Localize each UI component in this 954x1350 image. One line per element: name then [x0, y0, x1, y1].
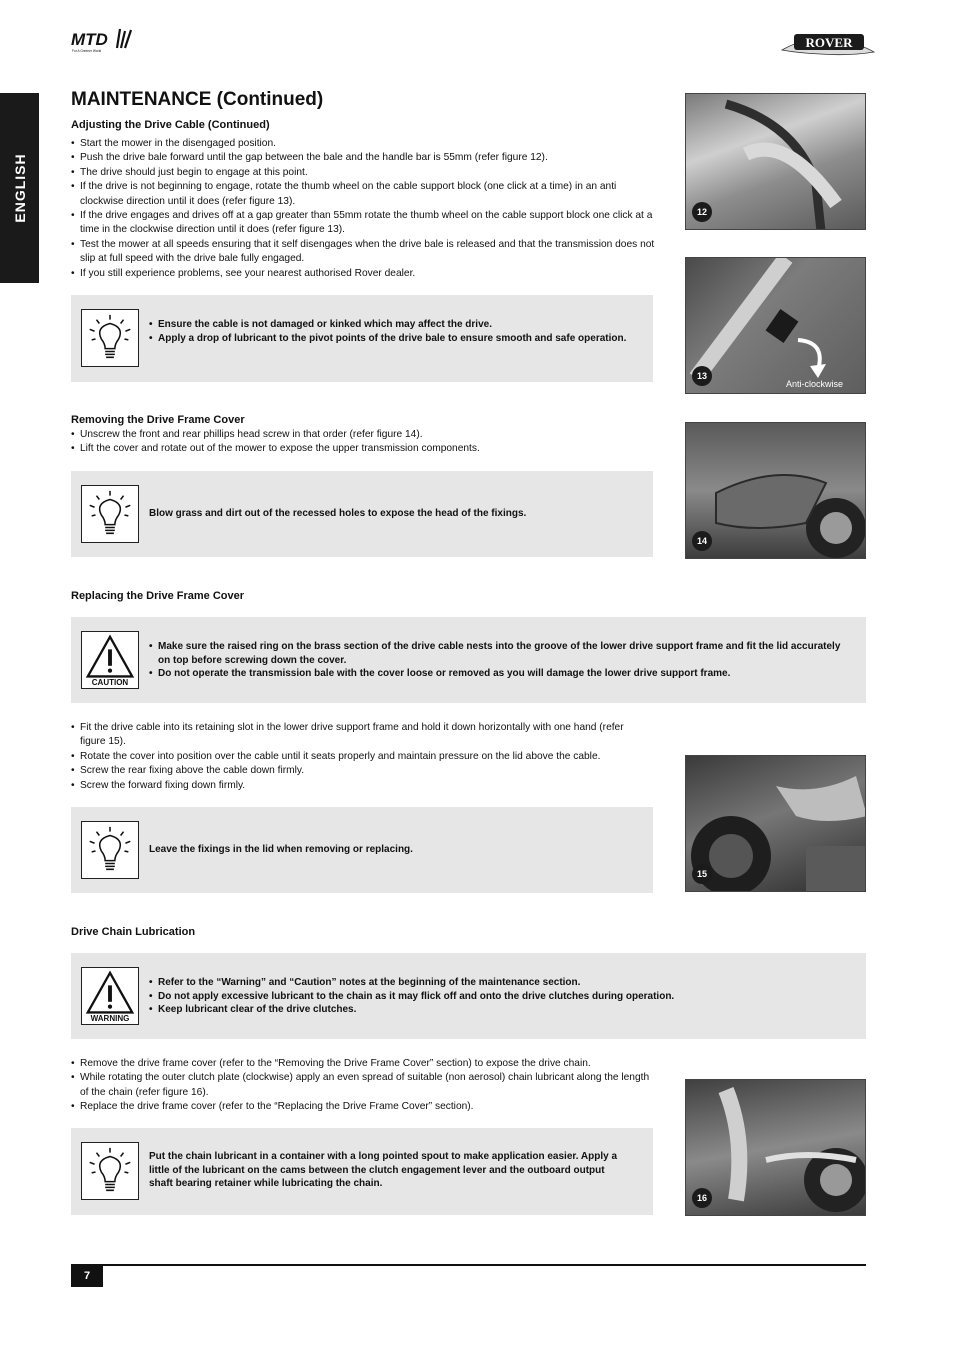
- list-item: • Test the mower at all speeds ensuring that it self disengages when the drive bale is released and that the transmission does not slip at full speed with the drive bale fully engaged.: [71, 238, 661, 267]
- rover-logo-text: ROVER: [805, 35, 853, 50]
- figure-caption: Anti-clockwise: [785, 379, 843, 389]
- chain-steps: [71, 1057, 651, 1115]
- tip-text: Leave the fixings in the lid when removing or replacing.: [149, 844, 413, 855]
- warning-item: • Keep lubricant clear of the drive clutches.: [149, 1003, 849, 1017]
- warning-box: [71, 953, 866, 1039]
- tip-box-replacing: [71, 807, 653, 893]
- list-item: • If the drive engages and drives off at a gap greater than 55mm rotate the thumb wheel on the cable support block one click at a time in the clockwise direction until it does (refer figure 13).: [71, 209, 661, 238]
- figure-number: 13: [692, 366, 712, 386]
- list-item: • Replace the drive frame cover (refer to the “Replacing the Drive Frame Cover” section).: [71, 1100, 651, 1114]
- lightbulb-icon: [81, 821, 139, 879]
- list-item: • Screw the rear fixing above the cable down firmly.: [71, 764, 651, 778]
- caution-box: [71, 617, 866, 703]
- list-item: • If the drive is not beginning to engage, rotate the thumb wheel on the cable support block (one click at a time) in an anti clockwise direction until it does (refer figure 13).: [71, 180, 661, 209]
- figure-12-photo: [685, 93, 866, 230]
- figure-15-photo: [685, 755, 866, 892]
- removing-steps: [71, 428, 661, 457]
- tip-item: • Apply a drop of lubricant to the pivot points of the drive bale to ensure smooth and safe operation.: [149, 332, 639, 346]
- list-item: • Push the drive bale forward until the gap between the bale and the handle bar is 55mm (refer figure 12).: [71, 151, 661, 165]
- warning-item: • Refer to the “Warning” and “Caution” notes at the beginning of the maintenance section.: [149, 976, 849, 990]
- mtd-logo-tagline: For A Greener World: [72, 49, 102, 53]
- language-tab-label: ENGLISH: [11, 153, 28, 223]
- figure-number: 12: [692, 202, 712, 222]
- adjusting-steps: [71, 137, 661, 281]
- caution-icon: [81, 631, 139, 689]
- page-title: MAINTENANCE (Continued): [71, 89, 324, 110]
- list-item: • Unscrew the front and rear phillips head screw in that order (refer figure 14).: [71, 428, 661, 442]
- list-item: • The drive should just begin to engage at this point.: [71, 166, 661, 180]
- list-item: • Fit the drive cable into its retaining slot in the lower drive support frame and hold it down horizontally with one hand (refer figure 15).: [71, 721, 651, 750]
- list-item: • If you still experience problems, see your nearest authorised Rover dealer.: [71, 267, 661, 281]
- warning-label: WARNING: [90, 1014, 130, 1023]
- list-item: • Screw the forward fixing down firmly.: [71, 779, 651, 793]
- caution-item: • Make sure the raised ring on the brass section of the drive cable nests into the groove of the lower drive support frame and fit the lid accurately on top before screwing down the cover.: [149, 640, 849, 667]
- caution-label: CAUTION: [91, 678, 129, 687]
- section-heading-removing: Removing the Drive Frame Cover: [71, 414, 245, 426]
- footer-rule: [71, 1264, 866, 1266]
- section-heading-replacing: Replacing the Drive Frame Cover: [71, 590, 245, 602]
- tip-text: Blow grass and dirt out of the recessed holes to expose the head of the fixings.: [149, 508, 527, 519]
- list-item: • Rotate the cover into position over the cable until it seats properly and maintain pressure on the lid above the cable.: [71, 750, 651, 764]
- figure-14-photo: [685, 422, 866, 559]
- warning-item: • Do not apply excessive lubricant to the chain as it may flick off and onto the drive clutches during operation.: [149, 990, 849, 1004]
- page-number: 7: [71, 1265, 103, 1287]
- figure-16-photo: [685, 1079, 866, 1216]
- section-heading-adjusting: Adjusting the Drive Cable (Continued): [71, 119, 270, 131]
- tip-box-chain: [71, 1128, 653, 1215]
- caution-item: • Do not operate the transmission bale with the cover loose or removed as you will damage the lower drive support frame.: [149, 667, 849, 681]
- tip-item: • Ensure the cable is not damaged or kinked which may affect the drive.: [149, 318, 639, 332]
- mtd-logo-text: MTD: [71, 30, 108, 49]
- lightbulb-icon: [81, 309, 139, 367]
- list-item: • Remove the drive frame cover (refer to the “Removing the Drive Frame Cover” section) to expose the drive chain.: [71, 1057, 651, 1071]
- lightbulb-icon: [81, 1142, 139, 1200]
- tip-box-adjusting: [71, 295, 653, 382]
- tip-text: Put the chain lubricant in a container with a long pointed spout to make application easier. Apply a little of the lubricant on the cams between the clutch engagement lever and the outboard output shaft bearing retainer while lubricating the chain.: [149, 1151, 618, 1190]
- mtd-logo: [70, 26, 134, 54]
- replacing-steps: [71, 721, 651, 793]
- lightbulb-icon: [81, 485, 139, 543]
- list-item: • Start the mower in the disengaged position.: [71, 137, 661, 151]
- language-tab: [0, 93, 39, 283]
- figure-number: 16: [692, 1188, 712, 1208]
- section-heading-chain: Drive Chain Lubrication: [71, 926, 196, 938]
- list-item: • While rotating the outer clutch plate (clockwise) apply an even spread of suitable (non aerosol) chain lubricant along the length of the chain (refer figure 16).: [71, 1071, 651, 1100]
- rover-logo: [780, 26, 876, 58]
- figure-number: 14: [692, 531, 712, 551]
- tip-box-removing: [71, 471, 653, 557]
- warning-icon: [81, 967, 139, 1025]
- figure-number: 15: [692, 864, 712, 884]
- figure-13-photo: [685, 257, 866, 394]
- list-item: • Lift the cover and rotate out of the mower to expose the upper transmission components.: [71, 442, 661, 456]
